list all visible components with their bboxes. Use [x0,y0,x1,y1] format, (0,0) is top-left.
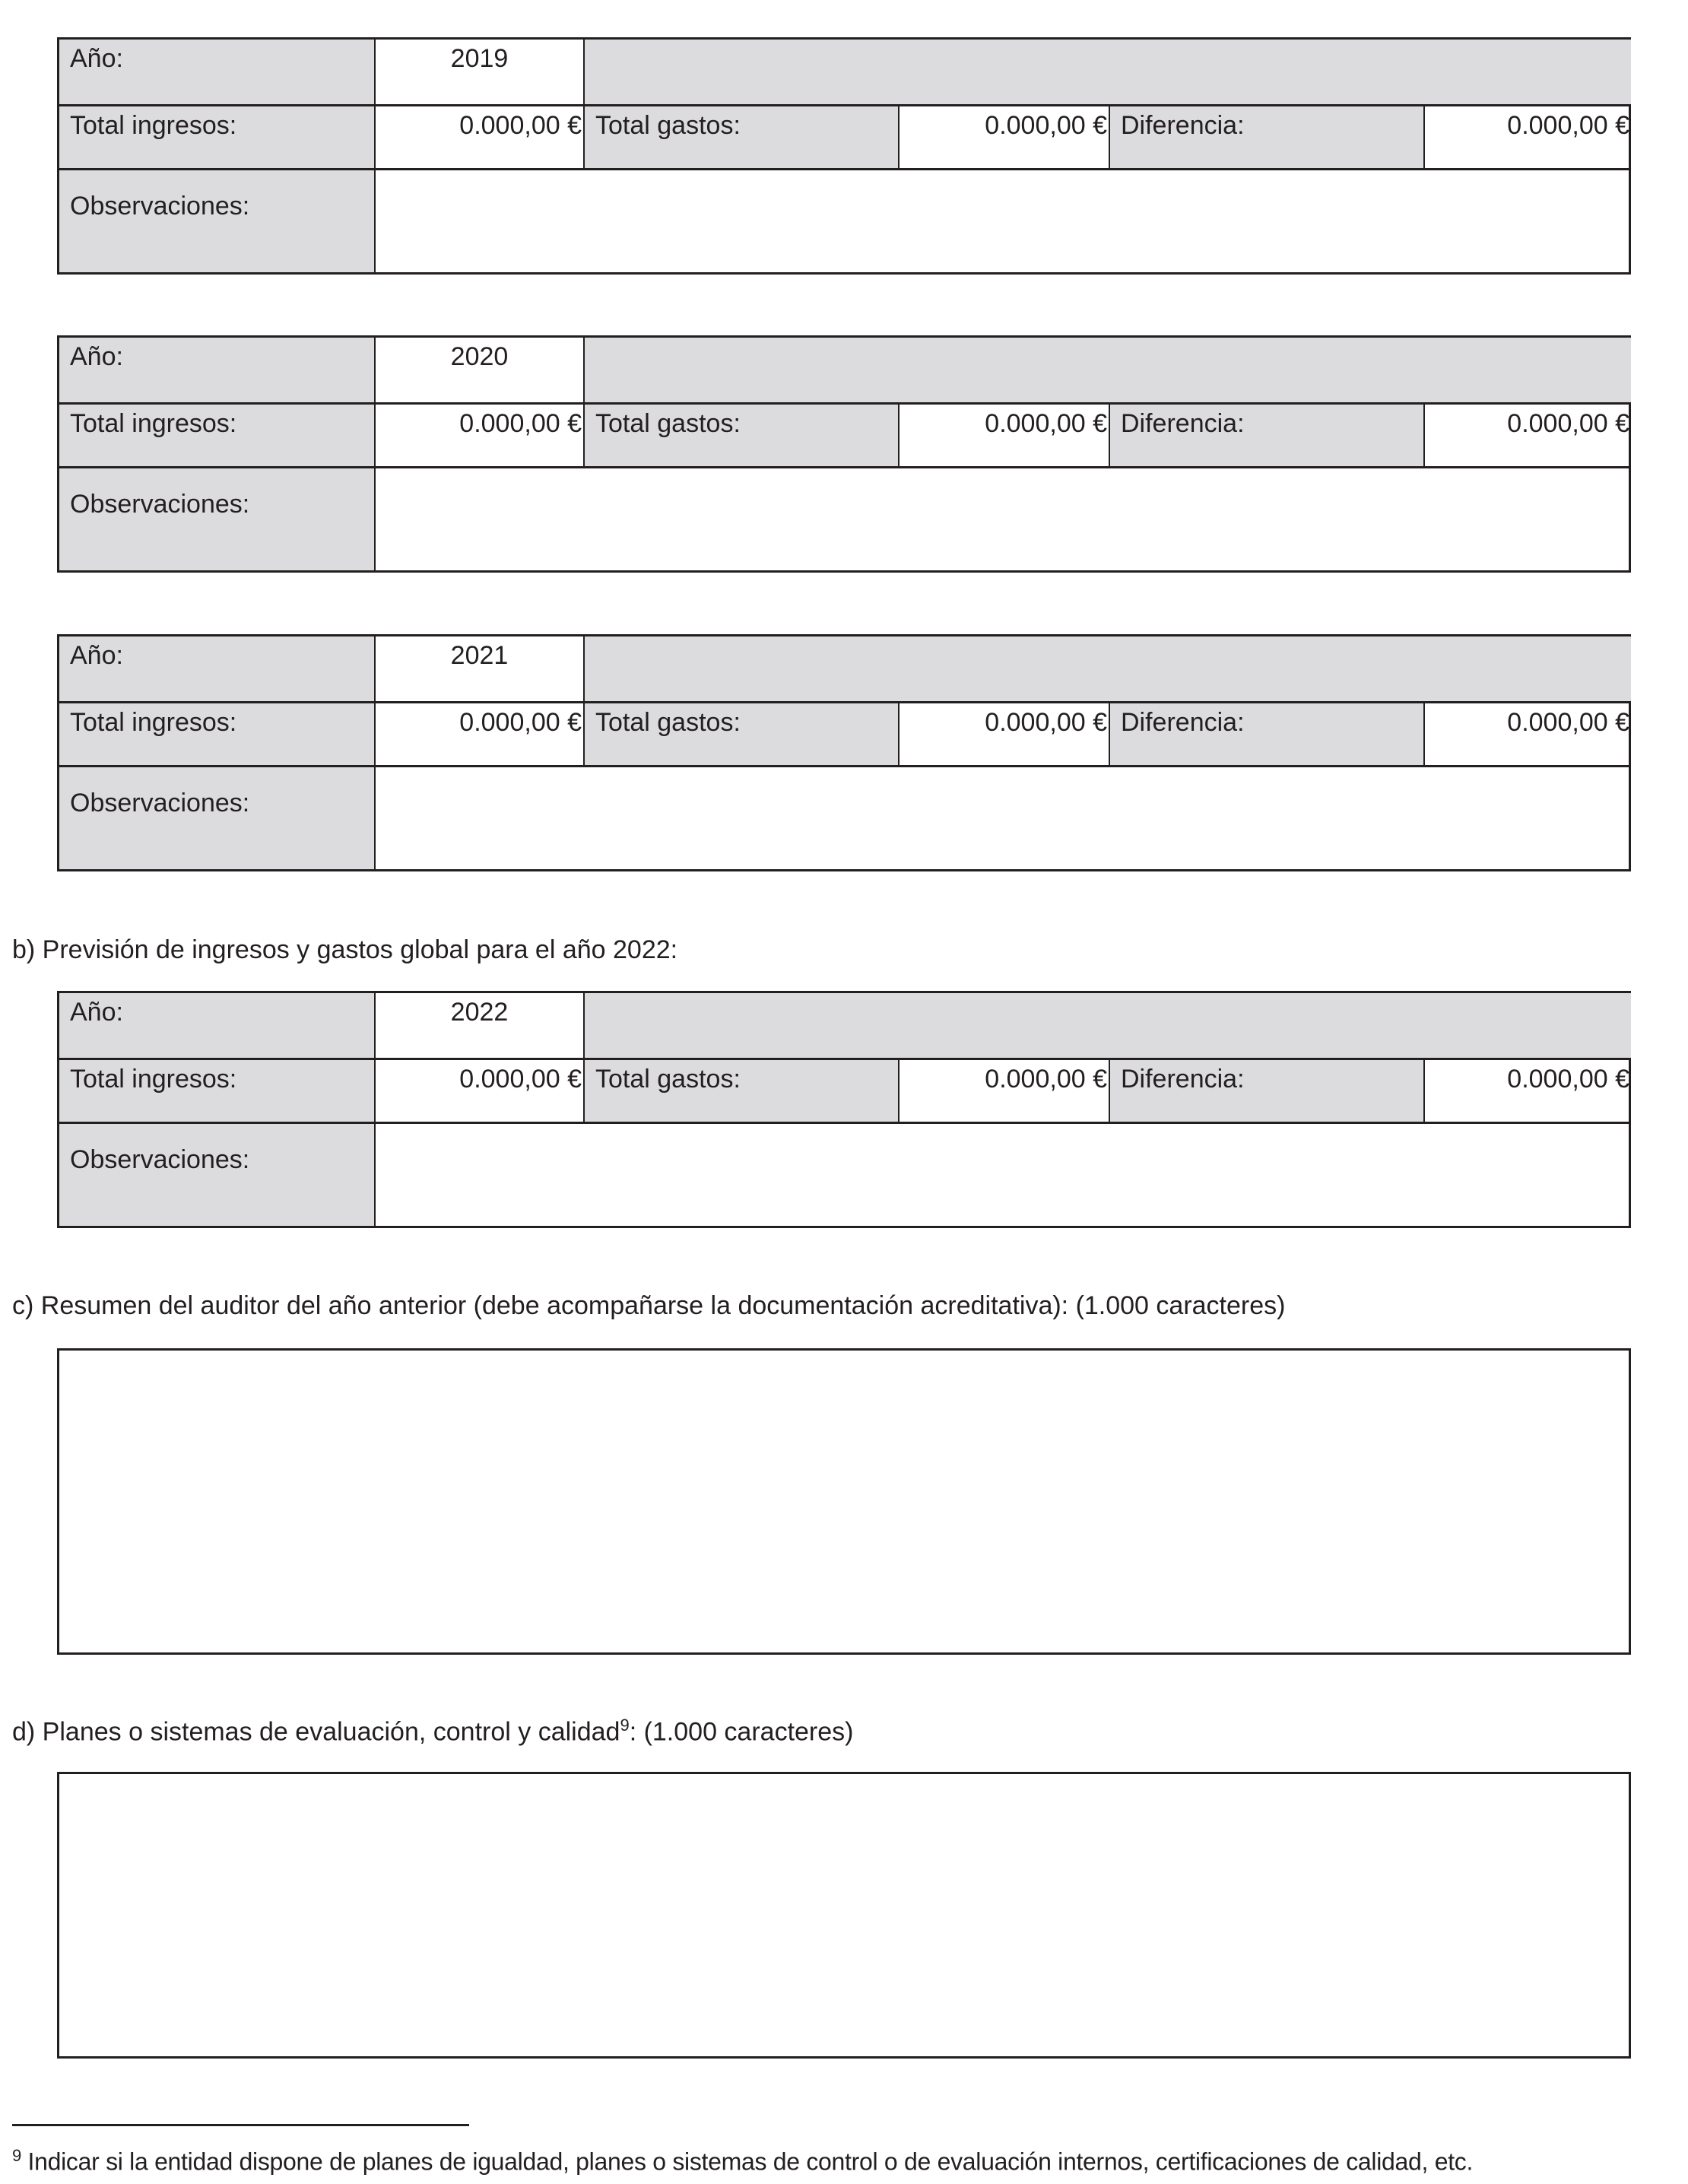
observations-label: Observaciones: [59,1122,374,1226]
difference-label: Diferencia: [1109,402,1423,466]
observations-field[interactable] [374,168,1631,272]
expenses-value[interactable]: 0.000,00 € [898,104,1109,168]
difference-value[interactable]: 0.000,00 € [1423,402,1631,466]
footnote [12,2146,1473,2176]
year-label: Año: [59,338,374,402]
difference-value[interactable]: 0.000,00 € [1423,104,1631,168]
year-value[interactable]: 2021 [374,636,583,701]
income-value[interactable]: 0.000,00 € [374,701,583,765]
expenses-label: Total gastos: [583,402,898,466]
observations-field[interactable] [374,765,1631,869]
year-label: Año: [59,636,374,701]
footnote-number: 9 [12,2146,21,2165]
expenses-value[interactable]: 0.000,00 € [898,402,1109,466]
expenses-label: Total gastos: [583,701,898,765]
income-value[interactable]: 0.000,00 € [374,402,583,466]
income-label: Total ingresos: [59,104,374,168]
observations-label: Observaciones: [59,168,374,272]
year-blank-cell [583,636,1631,701]
income-value[interactable]: 0.000,00 € [374,1058,583,1122]
observations-field[interactable] [374,466,1631,570]
income-value[interactable]: 0.000,00 € [374,104,583,168]
finance-table-1 [57,335,1631,573]
year-blank-cell [583,40,1631,104]
year-blank-cell [583,993,1631,1058]
year-value[interactable]: 2020 [374,338,583,402]
quality-plans-textarea[interactable] [57,1772,1631,2059]
finance-table-2 [57,634,1631,871]
difference-value[interactable]: 0.000,00 € [1423,701,1631,765]
income-label: Total ingresos: [59,1058,374,1122]
difference-value[interactable]: 0.000,00 € [1423,1058,1631,1122]
expenses-value[interactable]: 0.000,00 € [898,701,1109,765]
footnote-text: Indicar si la entidad dispone de planes de igualdad, planes o sistemas de control o de evaluación internos, certificaciones de calidad, etc. [21,2147,1474,2176]
section-d-heading [12,1716,853,1747]
year-blank-cell [583,338,1631,402]
footnote-ref: 9 [620,1716,630,1735]
year-value[interactable]: 2022 [374,993,583,1058]
finance-table-3 [57,991,1631,1228]
year-label: Año: [59,993,374,1058]
year-value[interactable]: 2019 [374,40,583,104]
section-b-heading: b) Previsión de ingresos y gastos global para el año 2022: [12,935,678,964]
expenses-label: Total gastos: [583,104,898,168]
difference-label: Diferencia: [1109,104,1423,168]
difference-label: Diferencia: [1109,701,1423,765]
income-label: Total ingresos: [59,402,374,466]
observations-field[interactable] [374,1122,1631,1226]
expenses-label: Total gastos: [583,1058,898,1122]
section-d-text: d) Planes o sistemas de evaluación, control y calidad [12,1717,620,1747]
footnote-divider [12,2124,469,2126]
expenses-value[interactable]: 0.000,00 € [898,1058,1109,1122]
finance-table-0 [57,37,1631,275]
income-label: Total ingresos: [59,701,374,765]
observations-label: Observaciones: [59,765,374,869]
section-d-suffix: : (1.000 caracteres) [629,1717,854,1747]
year-label: Año: [59,40,374,104]
observations-label: Observaciones: [59,466,374,570]
section-c-heading: c) Resumen del auditor del año anterior (debe acompañarse la documentación acreditativa): (1.000 caracteres) [12,1291,1286,1320]
difference-label: Diferencia: [1109,1058,1423,1122]
auditor-summary-textarea[interactable] [57,1348,1631,1655]
